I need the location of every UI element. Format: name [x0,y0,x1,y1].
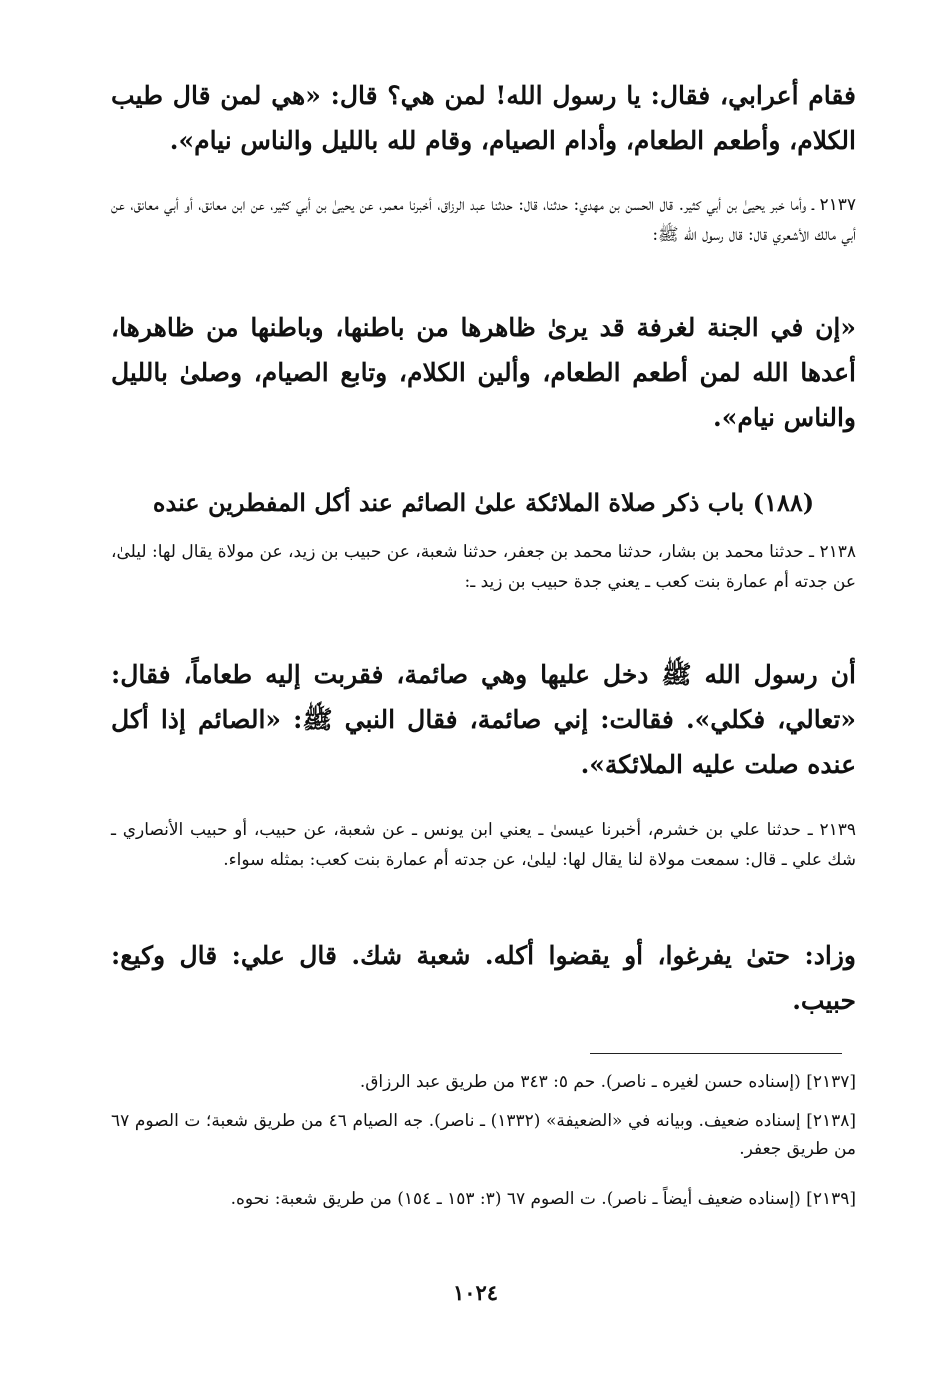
footnote-2138: [٢١٣٨] إسناده ضعيف. وبيانه في «الضعيفة» (١٣٣٢) ـ ناصر). جه الصيام ٤٦ من طريق شعبة؛ ت الصوم ٦٧ من طريق جعفر. [111,1111,857,1159]
matn-paragraph: وزاد: حتىٰ يفرغوا، أو يقضوا أكله. شعبة شك. قال علي: قال وكيع: حبيب. [111,941,856,1015]
page-number: ١٠٢٤ [452,1280,499,1305]
matn-paragraph: أن رسول الله ﷺ دخل عليها وهي صائمة، فقربت إليه طعاماً، فقال: «تعالي، فكلي». فقالت: إني صائمة، فقال النبي ﷺ: «الصائم إذا أكل عنده صلت عليه الملائكة». [111,660,856,779]
chapter-heading: (١٨٨) باب ذكر صلاة الملائكة علىٰ الصائم عند أكل المفطرين عنده [152,488,815,517]
footnote-2139: [٢١٣٩] (إسناده ضعيف أيضاً ـ ناصر). ت الصوم ٦٧ (٣: ١٥٣ ـ ١٥٤) من طريق شعبة: نحوه. [230,1189,856,1209]
isnad-paragraph-2139: ٢١٣٩ ـ حدثنا علي بن خشرم، أخبرنا عيسىٰ ـ يعني ابن يونس ـ عن شعبة، عن حبيب، أو حبيب الأنصاري ـ شك علي ـ قال: سمعت مولاة لنا يقال لها: ليلىٰ، عن جدته أم عمارة بنت كعب: بمثله سواء. [111,820,856,870]
isnad-paragraph-2138: ٢١٣٨ ـ حدثنا محمد بن بشار، حدثنا محمد بن جعفر، حدثنا شعبة، عن حبيب بن زيد، عن مولاة يقال لها: ليلىٰ، عن جدته أم عمارة بنت كعب ـ يعني جدة حبيب بن زيد ـ: [111,542,856,592]
footnote-divider [590,1053,842,1054]
isnad-paragraph-2137: ٢١٣٧ ـ وأما خبر يحيىٰ بن أبي كثير. قال الحسن بن مهدي: حدثنا، قال: حدثنا عبد الرزاق، أخبرنا معمر، عن يحيىٰ بن أبي كثير، عن ابن معانق، أو أبي معانق، عن أبي مالك الأشعري قال: قال رسول الله ﷺ: [111,195,856,245]
matn-paragraph: «إن في الجنة لغرفة قد يرىٰ ظاهرها من باطنها، وباطنها من ظاهرها، أعدها الله لمن أطعم الطعام، وألين الكلام، وتابع الصيام، وصلىٰ بالليل والناس نيام». [111,313,856,432]
matn-paragraph: فقام أعرابي، فقال: يا رسول الله! لمن هي؟ قال: «هي لمن قال طيب الكلام، وأطعم الطعام، وأدام الصيام، وقام لله بالليل والناس نيام». [111,81,856,155]
footnote-2137: [٢١٣٧] (إسناده حسن لغيره ـ ناصر). حم ٥: ٣٤٣ من طريق عبد الرزاق. [359,1072,856,1092]
